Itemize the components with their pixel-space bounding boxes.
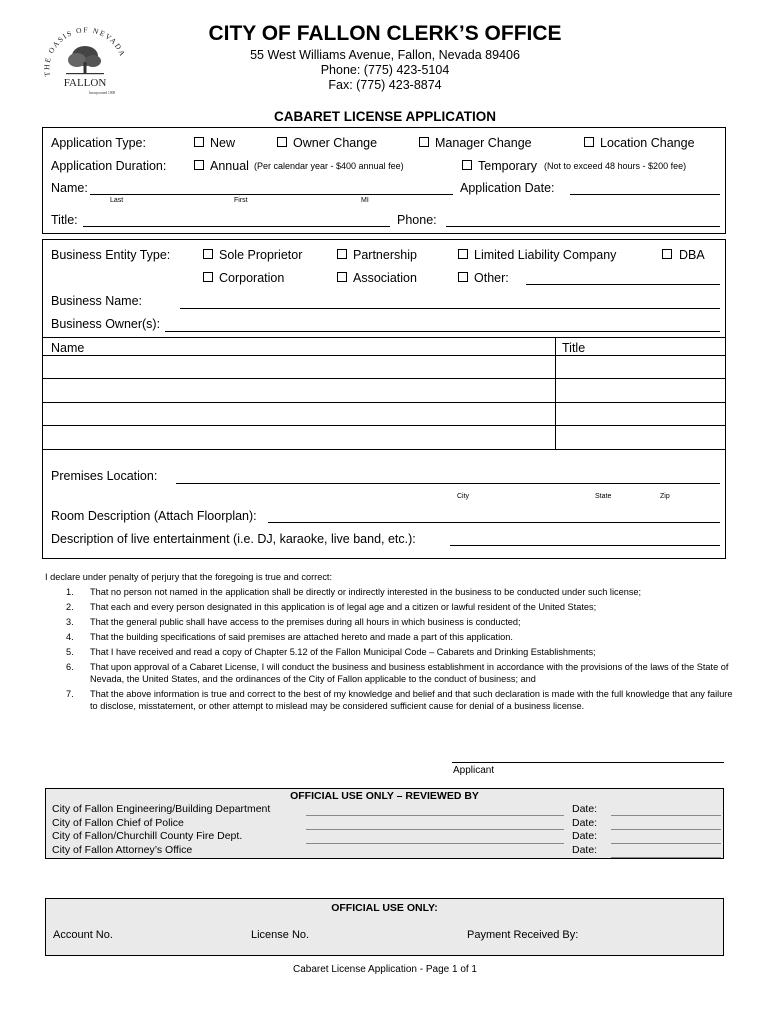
application-date-label: Application Date: bbox=[460, 181, 555, 195]
partnership-label: Partnership bbox=[353, 248, 417, 262]
account-no-label: Account No. bbox=[53, 929, 113, 941]
official-use-title: OFFICIAL USE ONLY: bbox=[331, 902, 438, 914]
review-date-line-4[interactable] bbox=[611, 857, 721, 858]
llc-checkbox[interactable] bbox=[458, 249, 468, 259]
partnership-checkbox[interactable] bbox=[337, 249, 347, 259]
review-departments bbox=[52, 803, 270, 857]
review-dept-fire: City of Fallon/Churchill County Fire Dept. bbox=[52, 830, 243, 842]
temporary-fee-note: (Not to exceed 48 hours - $200 fee) bbox=[544, 161, 687, 171]
applicant-label: Applicant bbox=[453, 765, 495, 776]
declaration-item-7 bbox=[45, 688, 735, 712]
association-label: Association bbox=[353, 271, 417, 285]
premises-zip-sublabel: Zip bbox=[660, 493, 670, 500]
declaration-item-1-number: 1. bbox=[66, 587, 74, 597]
name-mi-sublabel: MI bbox=[361, 197, 369, 204]
declaration-item-7-number: 7. bbox=[66, 689, 74, 699]
review-date-line-1[interactable] bbox=[611, 815, 721, 816]
association-checkbox[interactable] bbox=[337, 272, 347, 282]
application-type-label: Application Type: bbox=[51, 136, 146, 150]
manager-change-option-label: Manager Change bbox=[435, 136, 532, 150]
name-input-line[interactable] bbox=[90, 194, 453, 195]
owner-row-1-title-cell[interactable] bbox=[556, 356, 725, 378]
corporation-checkbox[interactable] bbox=[203, 272, 213, 282]
manager-change-checkbox[interactable] bbox=[419, 137, 429, 147]
seal-arc-text: THE OASIS OF NEVADA bbox=[42, 25, 128, 77]
title-label: Title: bbox=[51, 213, 78, 227]
review-date-labels bbox=[572, 803, 597, 857]
room-description-input-line[interactable] bbox=[268, 522, 720, 523]
declaration-item-4-number: 4. bbox=[66, 632, 74, 642]
owners-col-title-header: Title bbox=[562, 341, 586, 355]
office-address: 55 West Williams Avenue, Fallon, Nevada 89406 bbox=[250, 48, 520, 62]
declaration-item-3-text: That the general public shall have access to the premises during all hours in which business is conducted; bbox=[90, 617, 521, 627]
business-owners-input-line[interactable] bbox=[165, 331, 720, 332]
premises-city-sublabel: City bbox=[457, 493, 470, 500]
owner-row-4-title-cell[interactable] bbox=[556, 426, 725, 448]
owner-row-3-name-cell[interactable] bbox=[43, 403, 554, 425]
license-no-label: License No. bbox=[251, 929, 310, 941]
review-sign-line-1[interactable] bbox=[306, 815, 564, 816]
dba-checkbox[interactable] bbox=[662, 249, 672, 259]
other-input-line[interactable] bbox=[526, 284, 720, 285]
business-name-label: Business Name: bbox=[51, 294, 143, 308]
declaration-item-5-text: That I have received and read a copy of Chapter 5.12 of the Fallon Municipal Code – Cabarets and Drinking Establishments; bbox=[90, 647, 596, 657]
declaration-item-6-number: 6. bbox=[66, 662, 74, 672]
temporary-checkbox[interactable] bbox=[462, 160, 472, 170]
review-date-label-2: Date: bbox=[572, 816, 598, 829]
annual-fee-note: (Per calendar year - $400 annual fee) bbox=[254, 161, 404, 171]
form-title: CABARET LICENSE APPLICATION bbox=[273, 109, 496, 124]
premises-location-label: Premises Location: bbox=[51, 469, 158, 483]
declaration-item-1 bbox=[45, 586, 735, 598]
owner-change-option-label: Owner Change bbox=[293, 136, 378, 150]
review-date-line-3[interactable] bbox=[611, 843, 721, 844]
declaration-item-3-number: 3. bbox=[66, 617, 74, 627]
owner-change-checkbox[interactable] bbox=[277, 137, 287, 147]
office-fax: Fax: (775) 423-8874 bbox=[328, 78, 442, 92]
review-sign-line-3[interactable] bbox=[306, 843, 564, 844]
declaration-item-6 bbox=[45, 661, 735, 685]
phone-label: Phone: bbox=[397, 213, 437, 227]
premises-state-sublabel: State bbox=[595, 493, 612, 500]
business-owners-label: Business Owner(s): bbox=[51, 317, 161, 331]
room-description-label: Room Description (Attach Floorplan): bbox=[51, 509, 257, 523]
owners-table-top-rule bbox=[42, 337, 726, 338]
declaration-intro: I declare under penalty of perjury that the foregoing is true and correct: bbox=[45, 572, 333, 582]
declaration-item-2 bbox=[45, 601, 735, 613]
annual-option-label: Annual bbox=[210, 159, 249, 173]
seal-city-name: FALLON bbox=[63, 77, 107, 89]
applicant-signature-line[interactable] bbox=[452, 762, 724, 763]
entertainment-description-label: Description of live entertainment (i.e. DJ, karaoke, live band, etc.): bbox=[51, 532, 416, 546]
name-first-sublabel: First bbox=[234, 197, 248, 204]
location-change-option-label: Location Change bbox=[600, 136, 695, 150]
owners-col-name-header: Name bbox=[51, 341, 85, 355]
review-dept-engineering: City of Fallon Engineering/Building Department bbox=[52, 803, 271, 815]
declaration-item-5 bbox=[45, 646, 735, 658]
application-date-input-line[interactable] bbox=[570, 194, 720, 195]
review-sign-line-2[interactable] bbox=[306, 829, 564, 830]
official-review-title: OFFICIAL USE ONLY – REVIEWED BY bbox=[290, 790, 479, 802]
application-duration-label: Application Duration: bbox=[51, 159, 167, 173]
declaration-item-5-number: 5. bbox=[66, 647, 74, 657]
new-checkbox[interactable] bbox=[194, 137, 204, 147]
review-date-label-1: Date: bbox=[572, 803, 598, 815]
owner-row-3-title-cell[interactable] bbox=[556, 403, 725, 425]
annual-checkbox[interactable] bbox=[194, 160, 204, 170]
sole-proprietor-label: Sole Proprietor bbox=[219, 248, 303, 262]
declaration-item-4-text: That the building specifications of said premises are attached hereto and made a part of this application. bbox=[90, 632, 513, 642]
review-date-label-3: Date: bbox=[572, 830, 598, 842]
declaration-item-6-text: That upon approval of a Cabaret License, I will conduct the business and business establishment in accordance with the provisions of the laws of the State of Nevada, the United States, and the ordinances of the City of Fallon applicable to the conduct of business; and bbox=[90, 662, 729, 684]
phone-input-line[interactable] bbox=[446, 226, 720, 227]
declaration-item-4 bbox=[45, 631, 735, 643]
owners-table-bottom-rule bbox=[42, 449, 726, 450]
sole-proprietor-checkbox[interactable] bbox=[203, 249, 213, 259]
temporary-option-label: Temporary bbox=[478, 159, 538, 173]
declaration-item-3 bbox=[45, 616, 735, 628]
declaration-block bbox=[45, 571, 735, 712]
entertainment-description-input-line[interactable] bbox=[450, 545, 720, 546]
declaration-item-1-text: That no person not named in the application shall be directly or indirectly interested in the business to be conducted under such license; bbox=[90, 587, 642, 597]
llc-label: Limited Liability Company bbox=[474, 248, 617, 262]
new-option-label: New bbox=[210, 136, 236, 150]
seal-incorporated: Incorporated 1908 bbox=[88, 91, 116, 95]
owner-row-4-name-cell[interactable] bbox=[43, 426, 554, 448]
premises-location-input-line[interactable] bbox=[176, 483, 720, 484]
payment-received-by-label: Payment Received By: bbox=[467, 929, 579, 941]
review-date-label-4: Date: bbox=[572, 843, 598, 856]
name-label: Name: bbox=[51, 181, 88, 195]
corporation-label: Corporation bbox=[219, 271, 285, 285]
office-title: CITY OF FALLON CLERK’S OFFICE bbox=[208, 22, 562, 45]
location-change-checkbox[interactable] bbox=[584, 137, 594, 147]
other-label: Other: bbox=[474, 271, 509, 285]
review-dept-police: City of Fallon Chief of Police bbox=[52, 816, 184, 829]
title-input-line[interactable] bbox=[83, 226, 390, 227]
review-dept-attorney: City of Fallon Attorney’s Office bbox=[52, 843, 193, 856]
review-date-line-2[interactable] bbox=[611, 829, 721, 830]
business-entity-label: Business Entity Type: bbox=[51, 248, 171, 262]
declaration-item-7-text: That the above information is true and correct to the best of my knowledge and belief and that such declaration is made with the full knowledge that any failure to disclose, misstatement, or other attempt to mislead may be considered sufficient cause for denial of a business license. bbox=[90, 689, 733, 711]
business-name-input-line[interactable] bbox=[180, 308, 720, 309]
owner-row-1-name-cell[interactable] bbox=[43, 356, 554, 378]
other-checkbox[interactable] bbox=[458, 272, 468, 282]
dba-label: DBA bbox=[679, 248, 705, 262]
office-phone: Phone: (775) 423-5104 bbox=[320, 63, 450, 77]
owner-row-2-title-cell[interactable] bbox=[556, 379, 725, 401]
owner-row-2-name-cell[interactable] bbox=[43, 379, 554, 401]
name-last-sublabel: Last bbox=[110, 197, 124, 204]
declaration-item-2-number: 2. bbox=[66, 602, 74, 612]
declaration-item-2-text: That each and every person designated in this application is of legal age and a citizen or lawful resident of the United States; bbox=[90, 602, 597, 612]
page-footer: Cabaret License Application - Page 1 of 1 bbox=[292, 964, 477, 975]
